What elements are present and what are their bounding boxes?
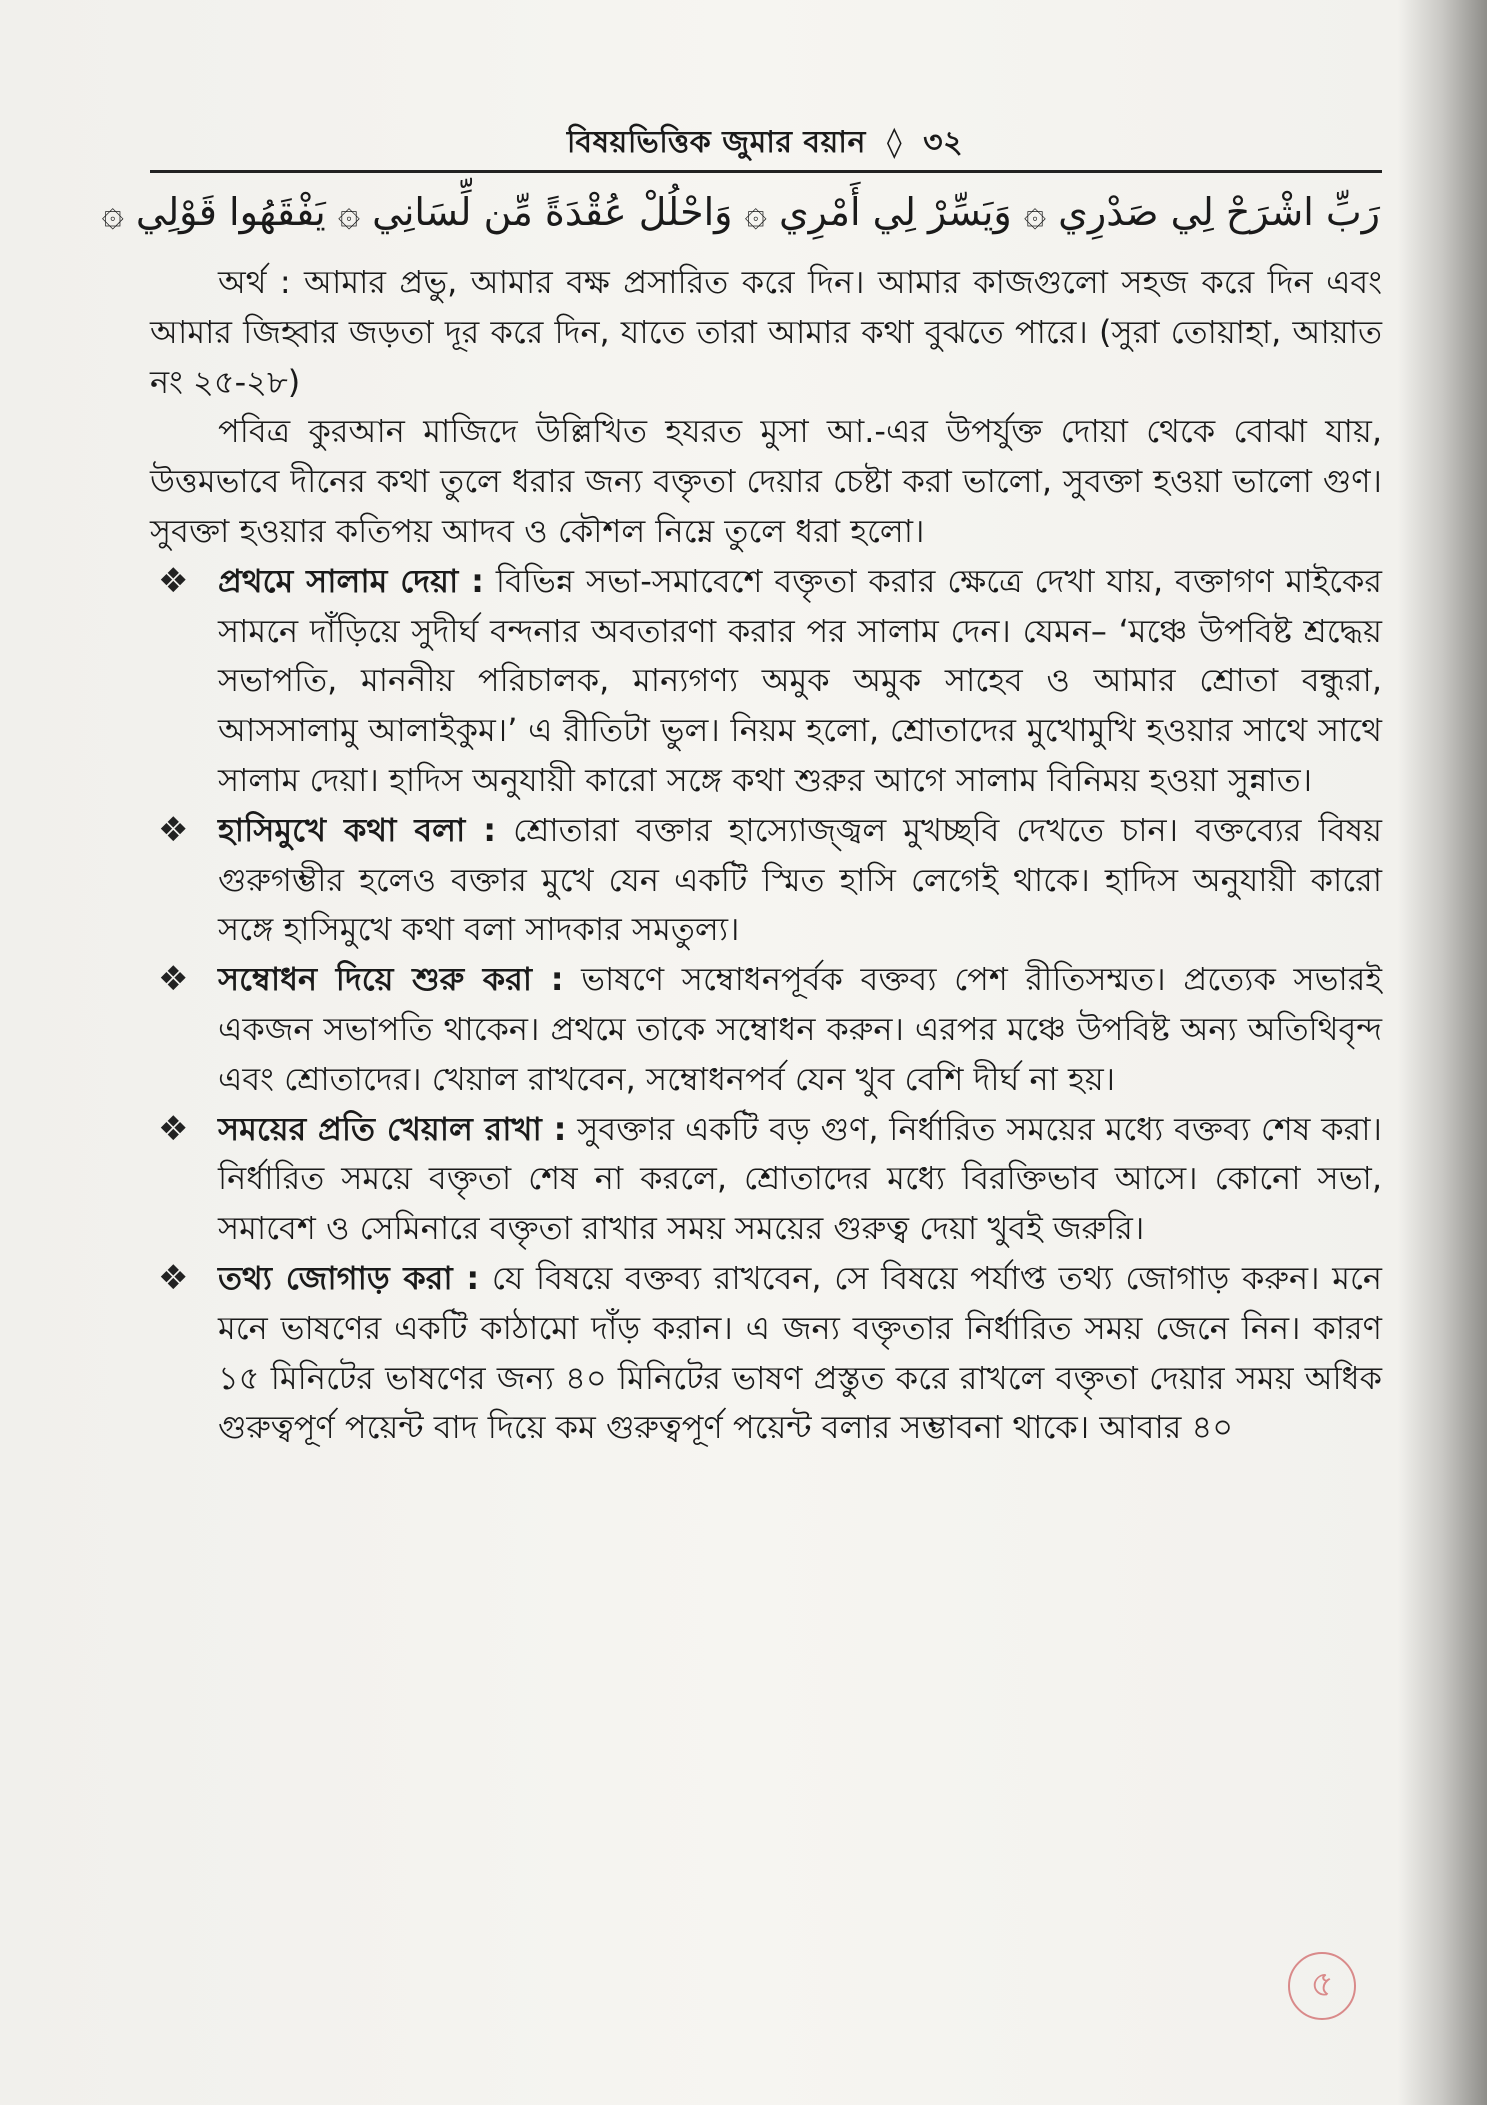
- page-number: ৩২: [923, 125, 964, 160]
- arabic-verse: رَبِّ اشْرَحْ لِي صَدْرِي ۞ وَيَسِّرْ لِي أَمْرِي ۞ وَاحْلُلْ عُقْدَةً مِّن لِّسَانِي ۞ يَفْقَهُوا قَوْلِي ۞: [101, 190, 1380, 234]
- book-title: জুমার বয়ান: [722, 125, 866, 160]
- item-heading: প্রথমে সালাম দেয়া :: [218, 561, 484, 600]
- header-rule: [150, 170, 1382, 173]
- list-item: [150, 1254, 1382, 1453]
- item-text: শ্রোতারা বক্তার হাস্যোজ্জ্বল মুখচ্ছবি দেখতে চান। বক্তব্যের বিষয় গুরুগম্ভীর হলেও বক্তার মুখে যেন একটি স্মিত হাসি লেগেই থাকে। হাদিস অনুযায়ী কারো সঙ্গে হাসিমুখে কথা বলা সাদকার সমতুল্য।: [218, 810, 1382, 949]
- list-item: [150, 1105, 1382, 1254]
- item-heading: সম্বোধন দিয়ে শুরু করা :: [218, 960, 564, 999]
- list-item: [150, 557, 1382, 806]
- bullet-icon: ❖: [158, 1108, 189, 1149]
- bullet-icon: ❖: [158, 809, 189, 850]
- bullet-icon: ❖: [158, 959, 189, 1000]
- bullet-icon: ❖: [158, 560, 189, 601]
- list-item: [150, 806, 1382, 955]
- book-title-prefix: বিষয়ভিত্তিক: [566, 125, 712, 160]
- item-text: যে বিষয়ে বক্তব্য রাখবেন, সে বিষয়ে পর্যাপ্ত তথ্য জোগাড় করুন। মনে মনে ভাষণের একটি কাঠামো দাঁড় করান। এ জন্য বক্তৃতার নির্ধারিত সময় জেনে নিন। কারণ ১৫ মিনিটের ভাষণের জন্য ৪০ মিনিটের ভাষণ প্রস্তুত করে রাখলে বক্তৃতা দেয়ার সময় অধিক গুরুত্বপূর্ণ পয়েন্ট বাদ দিয়ে কম গুরুত্বপূর্ণ পয়েন্ট বলার সম্ভাবনা থাকে। আবার ৪০: [218, 1258, 1382, 1447]
- bullet-icon: ❖: [158, 1257, 189, 1298]
- intro-paragraph: পবিত্র কুরআন মাজিদে উল্লিখিত হযরত মুসা আ.-এর উপর্যুক্ত দোয়া থেকে বোঝা যায়, উত্তমভাবে দীনের কথা তুলে ধরার জন্য বক্তৃতা দেয়ার চেষ্টা করা ভালো, সুবক্তা হওয়া ভালো গুণ। সুবক্তা হওয়ার কতিপয় আদব ও কৌশল নিম্নে তুলে ধরা হলো।: [150, 412, 1382, 550]
- publisher-stamp-icon: ৫: [1288, 1952, 1356, 2020]
- item-text: সুবক্তার একটি বড় গুণ, নির্ধারিত সময়ের মধ্যে বক্তব্য শেষ করা। নির্ধারিত সময়ে বক্তৃতা শেষ না করলে, শ্রোতাদের মধ্যে বিরক্তিভাব আসে। কোনো সভা, সমাবেশ ও সেমিনারে বক্তৃতা রাখার সময় সময়ের গুরুত্ব দেয়া খুবই জরুরি।: [218, 1109, 1382, 1248]
- page-body: [150, 258, 1382, 1453]
- header-separator-icon: ◊: [886, 125, 903, 160]
- item-text: ভাষণে সম্বোধনপূর্বক বক্তব্য পেশ রীতিসম্মত। প্রত্যেক সভারই একজন সভাপতি থাকেন। প্রথমে তাকে সম্বোধন করুন। এরপর মঞ্চে উপবিষ্ট অন্য অতিথিবৃন্দ এবং শ্রোতাদের। খেয়াল রাখবেন, সম্বোধনপর্ব যেন খুব বেশি দীর্ঘ না হয়।: [218, 960, 1382, 1098]
- running-header: [150, 118, 1380, 169]
- list-item: [150, 955, 1382, 1104]
- meaning-paragraph: অর্থ : আমার প্রভু, আমার বক্ষ প্রসারিত করে দিন। আমার কাজগুলো সহজ করে দিন এবং আমার জিহ্বার জড়তা দূর করে দিন, যাতে তারা আমার কথা বুঝতে পারে। (সুরা তোয়াহা, আয়াত নং ২৫-২৮): [150, 263, 1382, 401]
- item-heading: হাসিমুখে কথা বলা :: [218, 810, 497, 849]
- item-text: বিভিন্ন সভা-সমাবেশে বক্তৃতা করার ক্ষেত্রে দেখা যায়, বক্তাগণ মাইকের সামনে দাঁড়িয়ে সুদীর্ঘ বন্দনার অবতারণা করার পর সালাম দেন। যেমন– ‘মঞ্চে উপবিষ্ট শ্রদ্ধেয় সভাপতি, মাননীয় পরিচালক, মান্যগণ্য অমুক অমুক সাহেব ও আমার শ্রোতা বন্ধুরা, আসসালামু আলাইকুম।’ এ রীতিটা ভুল। নিয়ম হলো, শ্রোতাদের মুখোমুখি হওয়ার সাথে সাথে সালাম দেয়া। হাদিস অনুযায়ী কারো সঙ্গে কথা শুরুর আগে সালাম বিনিময় হওয়া সুন্নাত।: [218, 561, 1382, 799]
- item-heading: সময়ের প্রতি খেয়াল রাখা :: [218, 1109, 567, 1148]
- item-heading: তথ্য জোগাড় করা :: [218, 1258, 480, 1297]
